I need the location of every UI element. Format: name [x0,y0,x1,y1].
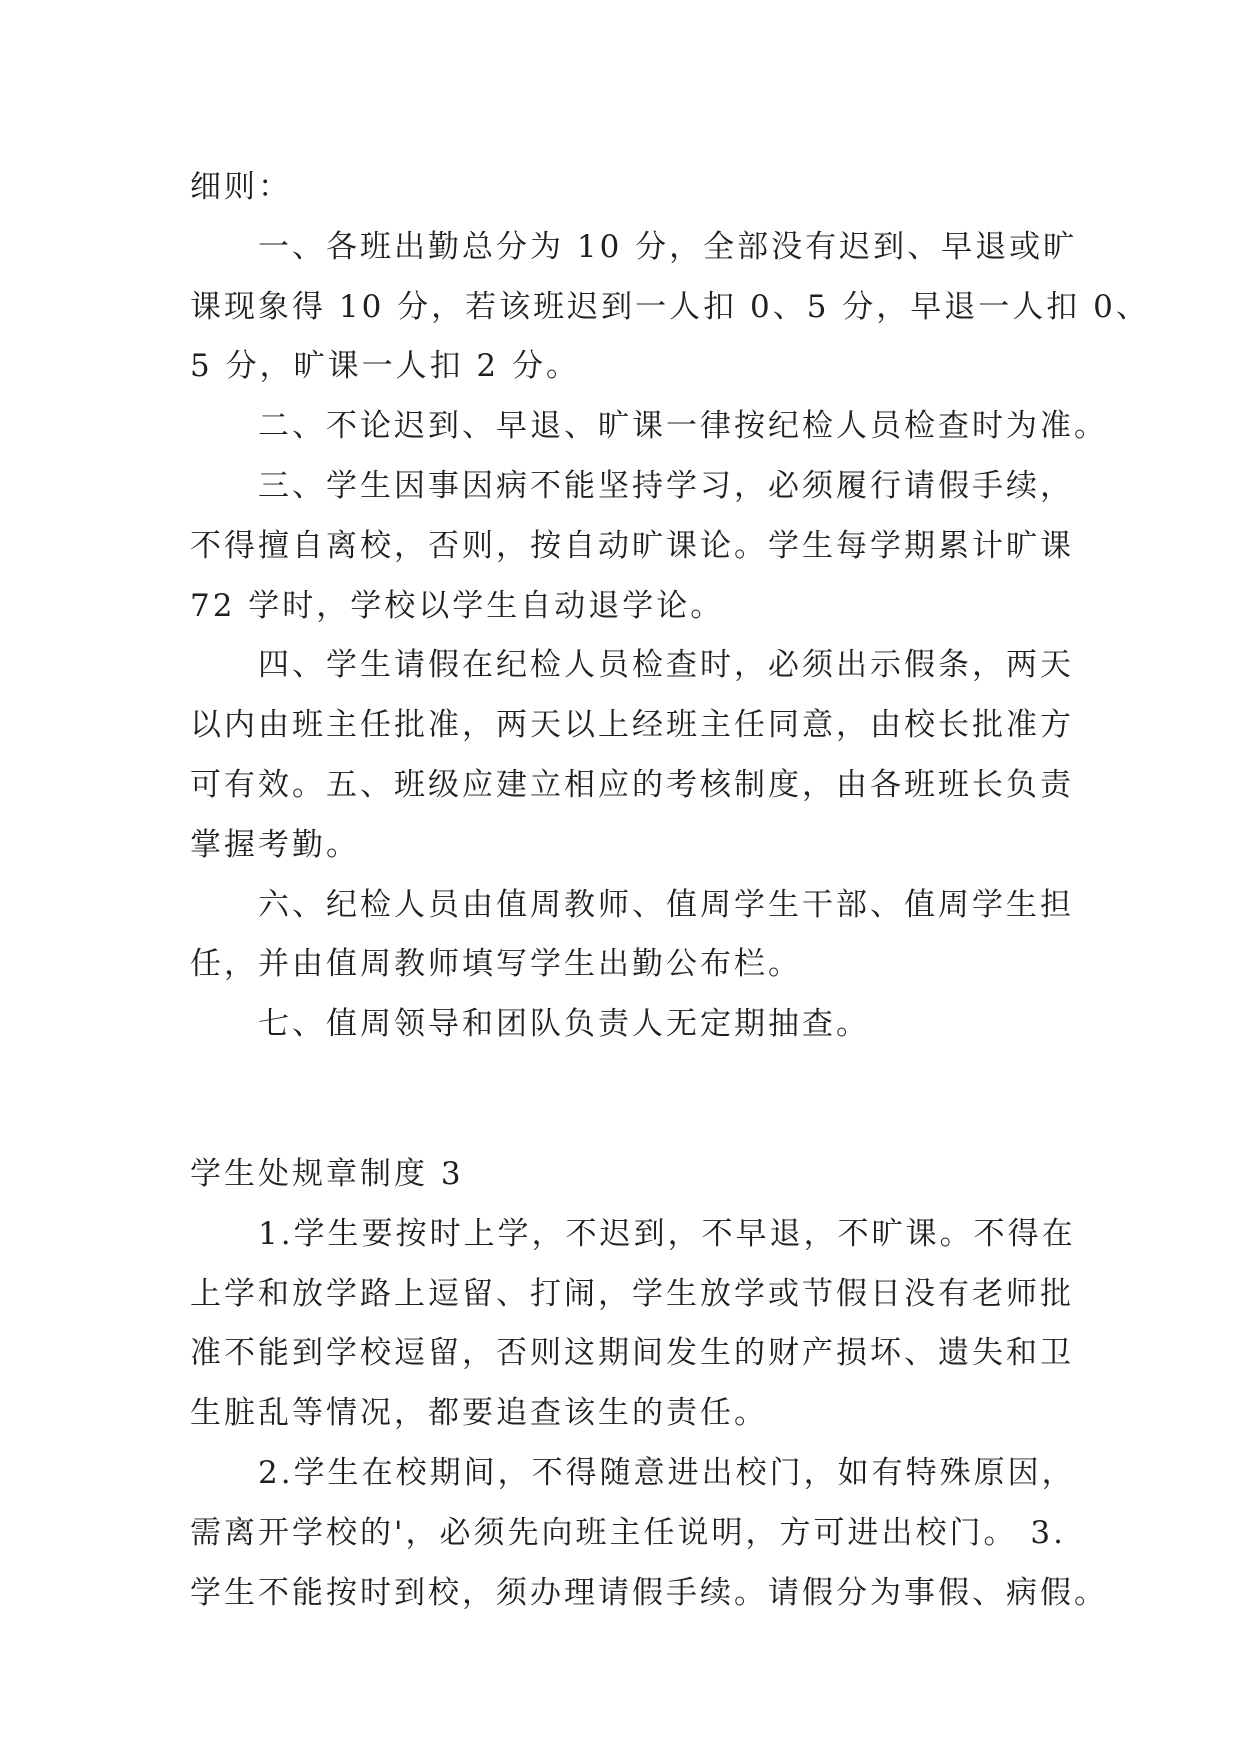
paragraph-line: 三、学生因事因病不能坚持学习，必须履行请假手续， [190,467,1074,504]
paragraph-line: 上学和放学路上逗留、打闹，学生放学或节假日没有老师批 [190,1275,1074,1312]
paragraph-line: 2.学生在校期间，不得随意进出校门，如有特殊原因， [190,1454,1076,1491]
section-spacer [190,1055,1050,1145]
paragraph-line: 以内由班主任批准，两天以上经班主任同意，由校长批准方 [190,707,1074,744]
paragraph-line: 七、值周领导和团队负责人无定期抽查。 [190,1006,870,1043]
paragraph-line: 准不能到学校逗留，否则这期间发生的财产损坏、遗失和卫 [190,1335,1074,1372]
paragraph-line: 四、学生请假在纪检人员检查时，必须出示假条，两天 [190,647,1074,684]
section-heading-regulations: 学生处规章制度 3 [190,1155,464,1192]
section-heading-rules: 细则： [190,169,292,205]
paragraph-line: 任，并由值周教师填写学生出勤公布栏。 [190,946,802,983]
paragraph-line: 需离开学校的'，必须先向班主任说明，方可进出校门。 3. [190,1514,1066,1551]
paragraph-line: 掌握考勤。 [190,826,360,863]
paragraph-line: 5 分，旷课一人扣 2 分。 [190,348,581,385]
paragraph-line: 生脏乱等情况，都要追查该生的责任。 [190,1395,768,1432]
paragraph-line: 72 学时，学校以学生自动退学论。 [190,587,725,624]
paragraph-line: 二、不论迟到、早退、旷课一律按纪检人员检查时为准。 [190,408,1108,445]
paragraph-line: 学生不能按时到校，须办理请假手续。请假分为事假、病假。 [190,1574,1108,1611]
paragraph-line: 六、纪检人员由值周教师、值周学生干部、值周学生担 [190,886,1074,923]
paragraph-line: 不得擅自离校，否则，按自动旷课论。学生每学期累计旷课 [190,527,1074,564]
paragraph-line: 一、各班出勤总分为 10 分，全部没有迟到、早退或旷 [190,228,1078,265]
paragraph-line: 1.学生要按时上学，不迟到，不早退，不旷课。不得在 [190,1215,1076,1252]
paragraph-line: 课现象得 10 分，若该班迟到一人扣 0、5 分，早退一人扣 0、 [190,288,1150,325]
paragraph-line: 可有效。五、班级应建立相应的考核制度，由各班班长负责 [190,766,1074,803]
document-page [190,158,1150,1623]
